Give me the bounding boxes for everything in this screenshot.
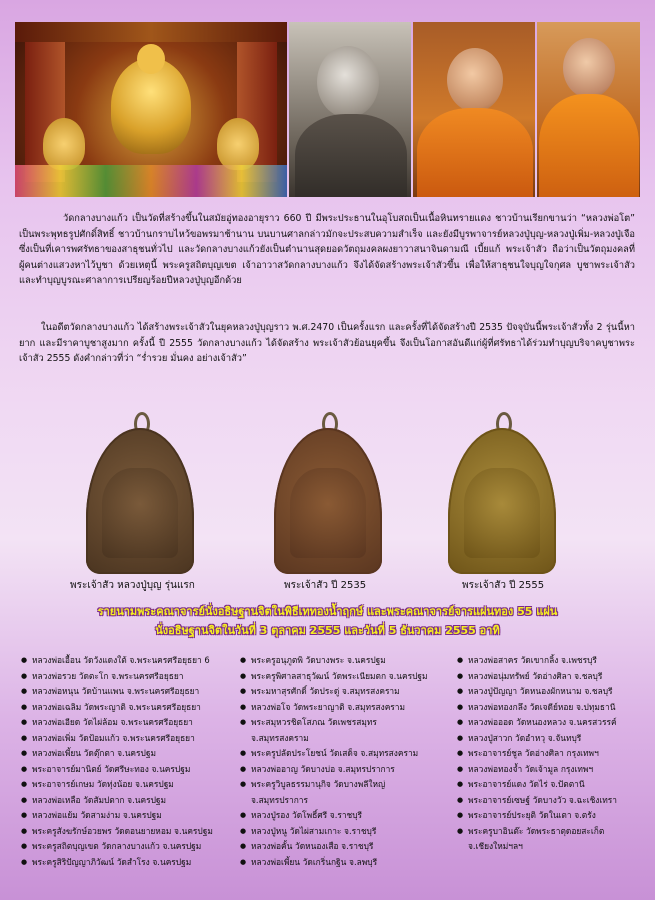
monk-list-column-2 [239, 653, 457, 870]
monk-list-item: ● หลวงปู่สาวก วัดอำหวุ จ.จันทบุรี [456, 731, 646, 747]
monk-list-item: ● หลวงพ่อคั้น วัดหนองเสือ จ.ราชบุรี [239, 839, 457, 855]
monk-list-item: ● พระครูพิศาลสาธุวัฒน์ วัดพระเนียมตก จ.นครปฐม [239, 669, 457, 685]
monk-list-item: ● หลวงปู่หนู วัดไผ่สามเกาะ จ.ราชบุรี [239, 824, 457, 840]
amulet-buddha-figure [102, 468, 178, 558]
monk-list-item: ● พระครูสังฆรักษ์อวยพร วัดดอนยายหอม จ.นครปฐม [20, 824, 235, 840]
monk-list-item: ● พระอาจารย์เซษฐ์ วัดบางวัว จ.ฉะเชิงเทรา [456, 793, 646, 809]
monk-list-item: จ.เชียงใหม่ฯลฯ [468, 841, 523, 851]
ceremony-banner [50, 602, 605, 644]
history-paragraph: ในอดีตวัดกลางบางแก้ว ได้สร้างพระเจ้าสัวในยุคหลวงปู่บุญราว พ.ศ.2470 เป็นครั้งแรก และครั้งที่ได้จัดสร้างปี 2535 ปัจจุบันนี้พระเจ้าสัวทั้ง 2 รุ่นนี้หายาก และมีราคาบูชาสูงมาก ครั้งนี้ ปี 2555 วัดกลางบางแก้ว ได้จัดสร้าง พระเจ้าสัวย้อนยุคขึ้น จึงเป็นโอกาสอันดีแก่ผู้ที่ศรัทธาได้ร่วมทำบุญบริจาคบูชาพระเจ้าสัว 2555 ดังคำกล่าวที่ว่า “ร่ำรวย มั่นคง อย่างเจ้าสัว” [19, 322, 635, 365]
monk-list-item: ● พระครูสิริปัญญาภิวัฒน์ วัดสำโรง จ.นครปฐม [20, 855, 235, 871]
monk-list-item: ● หลวงพ่อเอื้อน วัดวังแดงใต้ จ.พระนครศรีอยุธยา 6 [20, 653, 235, 669]
amulet-gallery [0, 410, 655, 590]
monk-list-item: ● พระครูวิบูลธรรมานุกิจ วัดบางพลีใหญ่ [239, 777, 457, 793]
monk-list-item: ● พระอาจารย์มานิตย์ วัดศรีษะทอง จ.นครปฐม [20, 762, 235, 778]
monk-list-item: ● หลวงพ่อรวย วัดตะโก จ.พระนครศรีอยุธยา [20, 669, 235, 685]
amulet-caption: พระเจ้าสัว ปี 2555 [462, 580, 545, 591]
monk-list-item: ● หลวงพ่อนุ่มทรัพย์ วัดอ่างศิลา จ.ชลบุรี [456, 669, 646, 685]
monk-list-item: ● หลวงพ่อเอียด วัดไผ่ล้อม จ.พระนครศรีอยุธยา [20, 715, 235, 731]
monk-list-item: ● หลวงพ่อสาคร วัดเขากลิ้ง จ.เพชรบุรี [456, 653, 646, 669]
intro-paragraph: วัดกลางบางแก้ว เป็นวัดที่สร้างขึ้นในสมัยอู่ทองอายุราว 660 ปี มีพระประธานในอุโบสถเป็นเนื้อหินทรายแดง ชาวบ้านเรียกขานว่า “หลวงพ่อโต” เป็นพระพุทธรูปศักดิ์สิทธิ์ ชาวบ้านกราบไหว้ขอพรมาช้านาน บนบานศาลกล่าวมักจะประสบความสำเร็จ และยังมีบูรพาจารย์หลวงปู่บุญ-หลวงปู่เพิ่ม-หลวงปู่เจือ ซึ่งเป็นที่เคารพศรัทธาของสาธุชนทั่วไป และวัดกลางบางแก้วยังเป็นตำนานสุดยอดวัตถุมงคลผงยาวาสนาจินดามณี เบี้ยแก้ พระเจ้าสัว ถือว่าเป็นวัตถุมงคลที่ผู้คนต่างแสวงหาไว้บูชา ด้วยเหตุนี้ พระครูสถิตบุญเขต เจ้าอาวาสวัดกลางบางแก้ว จึงได้จัดสร้างพระเจ้าสัวขึ้น เพื่อให้สาธุชนใจบุญใจกุศล บูชาพระเจ้าสัว และทำบุญบูรณะศาลาการเปรียญร้อยปีหลวงปู่บุญอีกด้วย [19, 213, 635, 287]
monk-list-column-3 [456, 653, 646, 855]
monk-list-item: ● พระอาจารย์ประยุติ วัดในเตา จ.ตรัง [456, 808, 646, 824]
amulet-caption: พระเจ้าสัว ปี 2535 [284, 580, 367, 591]
monk-list-item: ● หลวงพ่อเพี้ยน วัดเกริ่นกฐิน จ.ลพบุรี [239, 855, 457, 871]
monk-portrait-bw-photo [289, 22, 411, 197]
monk-list-item: จ.สมุทรปราการ [251, 794, 309, 805]
amulet-2535-image [274, 428, 382, 574]
banner-title: รายนามพระคณาจารย์นั่งอธิษฐานจิตในพิธีเททองน้ำฤกษ์ และพระคณาจารย์จารแผ่นทอง 55 แผ่น [97, 605, 558, 618]
monk-list-item: ● พระสมุหวรชิตโสภณ วัดเพชรสมุทร [239, 715, 457, 731]
amulet-buddha-figure [464, 468, 540, 558]
monk-list-column-1 [20, 653, 235, 870]
banner-subtitle: นั่งอธิษฐานจิตในวันที่ 3 ตุลาคม 2555 และวันที่ 5 ธันวาคม 2555 อาทิ [155, 624, 500, 637]
monk-list-item: ● หลวงพ่ออาญ วัดบางบ่อ จ.สมุทรปราการ [239, 762, 457, 778]
monk-list-item: ● หลวงพ่อออด วัดหนองหลวง จ.นครสวรรค์ [456, 715, 646, 731]
photo-strip [15, 22, 640, 197]
amulet-buddha-figure [290, 468, 366, 558]
amulet-caption: พระเจ้าสัว หลวงปู่บุญ รุ่นแรก [70, 580, 195, 591]
monk-list-item: ● หลวงพ่อเฉลิม วัดพระญาติ จ.พระนครศรีอยุธยา [20, 700, 235, 716]
monk-list-item: ● พระครูอนุภูตพิ วัดบางพระ จ.นครปฐม [239, 653, 457, 669]
monk-list-item: ● หลวงพ่อโจ วัดพระยาญาติ จ.สมุทรสงคราม [239, 700, 457, 716]
monk-list-item: จ.สมุทรสงคราม [251, 732, 309, 743]
amulet-first-edition-image [86, 428, 194, 574]
monk-list-item: ● หลวงปู่รอง วัดโพธิ์ศรี จ.ราชบุรี [239, 808, 457, 824]
monk-list-item: ● พระครูสถิตบุญเขต วัดกลางบางแก้ว จ.นครปฐม [20, 839, 235, 855]
monk-list-item: ● หลวงพ่อหนุน วัดบ้านแพน จ.พระนครศรีอยุธยา [20, 684, 235, 700]
temple-altar-photo [15, 22, 287, 197]
monk-list-item: ● หลวงพ่อเพิ่ม วัดป้อมแก้ว จ.พระนครศรีอยุธยา [20, 731, 235, 747]
amulet-2555-image [448, 428, 556, 574]
monk-list-item: ● พระครูบาอินต๊ะ วัดพระธาตุดอยสะเก็ต [456, 824, 646, 840]
monk-list-item: ● พระอาจารย์แดง วัดไร่ จ.ปัตตานี [456, 777, 646, 793]
monk-list-item: ● พระอาจารย์ชูล วัดอ่างศิลา กรุงเทพฯ [456, 746, 646, 762]
elder-monk-photo [413, 22, 535, 197]
monk-list-item: ● หลวงพ่อเพี้ยน วัดตุ๊กตา จ.นครปฐม [20, 746, 235, 762]
monk-list-item: ● พระมหาสุรศักดิ์ วัดประดู่ จ.สมุทรสงคราม [239, 684, 457, 700]
monk-list-item: ● หลวงพ่อเหลือ วัดสัมปตาก จ.นครปฐม [20, 793, 235, 809]
monk-list-item: ● พระครูปลัดประโยชน์ วัดเสด็จ จ.สมุทรสงคราม [239, 746, 457, 762]
monk-list-item: ● หลวงพ่อแย้ม วัดสามง่าม จ.นครปฐม [20, 808, 235, 824]
monk-list-item: ● หลวงพ่อทองจ้ำ วัดเจ้ามูล กรุงเทพฯ [456, 762, 646, 778]
monk-list-item: ● หลวงพ่อทองกลึง วัดเจดีย์หอย จ.ปทุมธานี [456, 700, 646, 716]
monk-list-item: ● หลวงปู่ปัญญา วัดหนองผักหนาม จ.ชลบุรี [456, 684, 646, 700]
monk-portrait-photo [537, 22, 640, 197]
monk-list-item: ● พระอาจารย์เกษม วัดทุ่งน้อย จ.นครปฐม [20, 777, 235, 793]
